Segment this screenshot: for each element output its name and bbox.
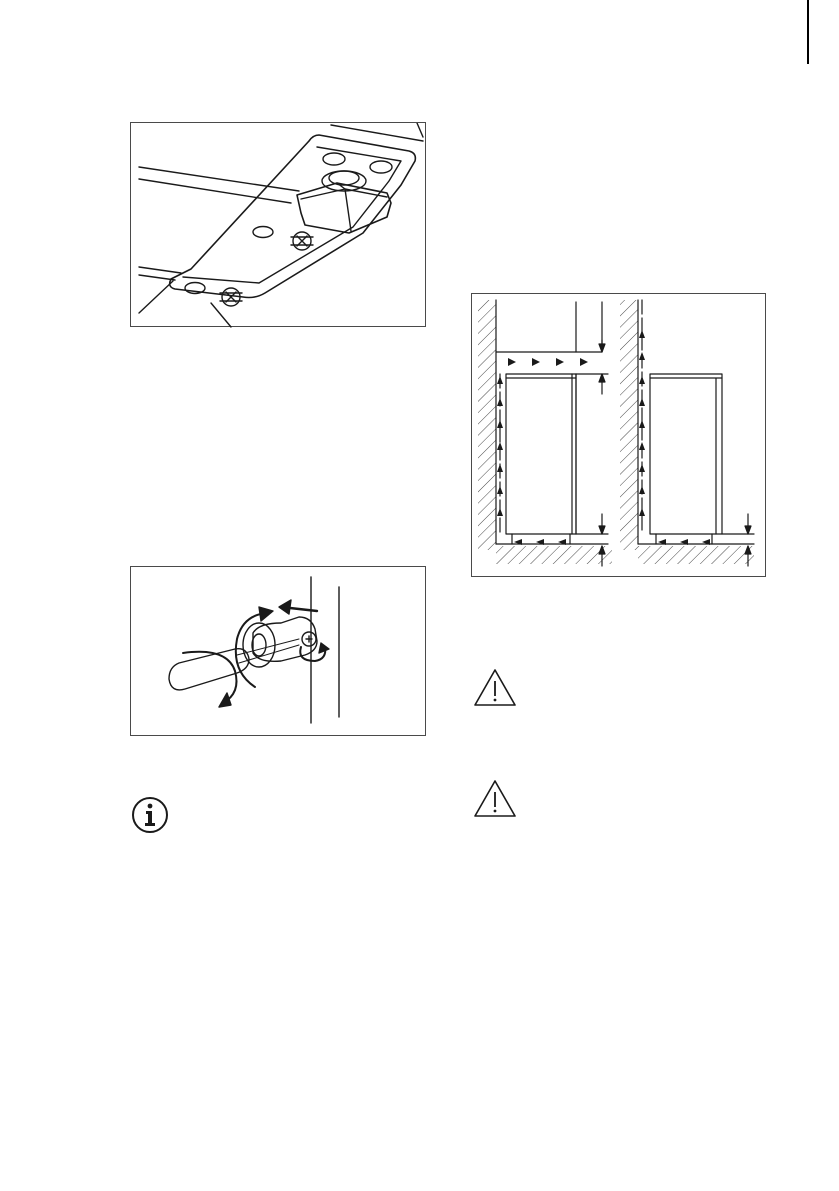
hinge-cover-removal-figure bbox=[130, 566, 426, 736]
info-icon bbox=[130, 795, 170, 835]
hinge-bracket-figure bbox=[130, 122, 426, 327]
ventilation-clearance-figure bbox=[471, 293, 766, 577]
warning-icon bbox=[472, 667, 518, 709]
warning-icon bbox=[472, 778, 518, 820]
airflow-clearance-diagram bbox=[472, 294, 767, 578]
hinge-bracket-illustration bbox=[131, 123, 427, 328]
page-edge-rule bbox=[807, 0, 809, 64]
screwdriver-rotation-illustration bbox=[131, 567, 427, 737]
